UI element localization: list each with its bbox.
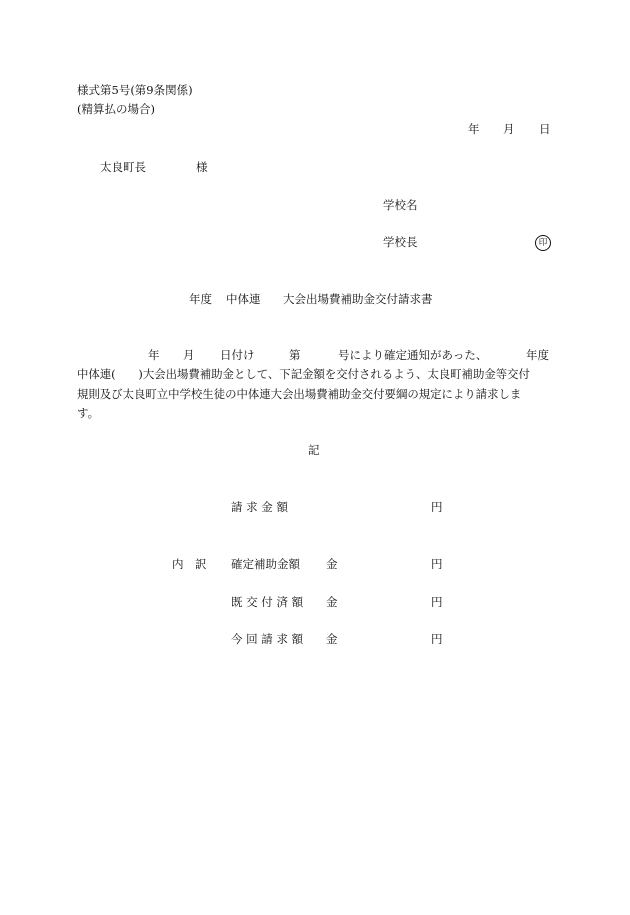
breakdown-row-label: 既 交 付 済 額 [231,595,304,609]
body-line-2: 中体連( )大会出場費補助金として、下記金額を交付されるよう、太良町補助金等交付 [77,367,530,381]
breakdown-row-unit: 円 [431,557,443,571]
breakdown-row-prefix: 金 [326,557,338,571]
body-date-suffix: 日付け [220,348,255,362]
date-year: 年 [468,122,480,136]
body-number-suffix: 号により確定通知があった、 [338,348,488,362]
seal-mark: 印 [535,235,551,251]
addressee-honorific: 様 [196,160,208,174]
breakdown-row-label: 今 回 請 求 額 [231,632,304,646]
case-note: (精算払の場合) [77,102,155,116]
breakdown-row-unit: 円 [431,632,443,646]
body-number-prefix: 第 [289,348,301,362]
breakdown-row-label: 確定補助金額 [231,557,300,571]
breakdown-row-unit: 円 [431,595,443,609]
body-year: 年 [148,348,160,362]
addressee-name: 太良町長 [100,160,146,174]
date-month: 月 [503,122,515,136]
body-line-4: す。 [77,406,100,420]
principal-label: 学校長 [383,235,418,249]
request-amount-unit: 円 [431,500,443,514]
request-amount-label: 請 求 金 額 [231,500,288,514]
breakdown-row-prefix: 金 [326,632,338,646]
body-line-3: 規則及び太良町立中学校生徒の中体連大会出場費補助金交付要綱の規定により請求しま [77,387,522,401]
school-name-label: 学校名 [383,198,418,212]
date-day: 日 [539,122,551,136]
title-main: 大会出場費補助金交付請求書 [283,292,433,306]
body-fiscal-year: 年度 [526,348,549,362]
form-number: 様式第5号(第9条関係) [77,83,193,97]
title-fiscal-year: 年度 [189,292,212,306]
ki-marker: 記 [308,443,320,457]
title-org: 中体連 [226,292,261,306]
breakdown-row-prefix: 金 [326,595,338,609]
breakdown-label: 内 訳 [172,557,207,571]
body-month: 月 [183,348,195,362]
